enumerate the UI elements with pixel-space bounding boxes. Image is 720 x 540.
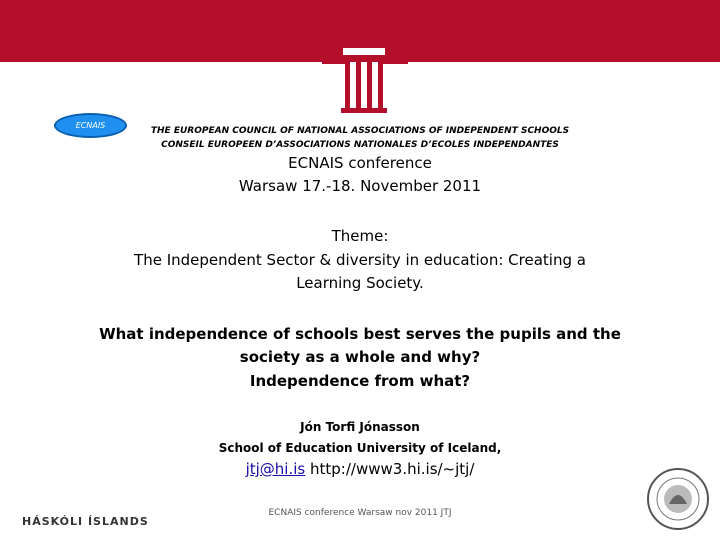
author-url: http://www3.hi.is/~jtj/ [310, 460, 475, 478]
author-name: Jón Torfi Jónasson [300, 420, 420, 434]
university-seal-icon [645, 466, 711, 536]
theme-line-2: Learning Society. [296, 274, 424, 292]
author-contact [0, 460, 720, 478]
org-name-fr: CONSEIL EUROPEEN D’ASSOCIATIONS NATIONALES D’ECOLES INDEPENDANTES [161, 140, 559, 150]
org-name-en: THE EUROPEAN COUNCIL OF NATIONAL ASSOCIATIONS OF INDEPENDENT SCHOOLS [150, 126, 570, 136]
footer-text: ECNAIS conference Warsaw nov 2011 JTJ [268, 508, 452, 518]
question-line-2: society as a whole and why? [239, 348, 481, 366]
email-link[interactable]: jtj@hi.is [245, 460, 306, 478]
question-line-3: Independence from what? [249, 372, 471, 390]
conference-place-date: Warsaw 17.-18. November 2011 [238, 177, 482, 195]
theme-label: Theme: [331, 227, 389, 245]
question-line-1: What independence of schools best serves the pupils and the [99, 325, 621, 343]
conference-title: ECNAIS conference [288, 154, 432, 172]
ecnais-badge-label: ECNAIS [75, 121, 106, 130]
university-name: HÁSKÓLI ÍSLANDS [22, 515, 149, 528]
theme-line-1: The Independent Sector & diversity in education: Creating a [134, 251, 586, 269]
author-affiliation: School of Education University of Iceland, [218, 441, 502, 455]
